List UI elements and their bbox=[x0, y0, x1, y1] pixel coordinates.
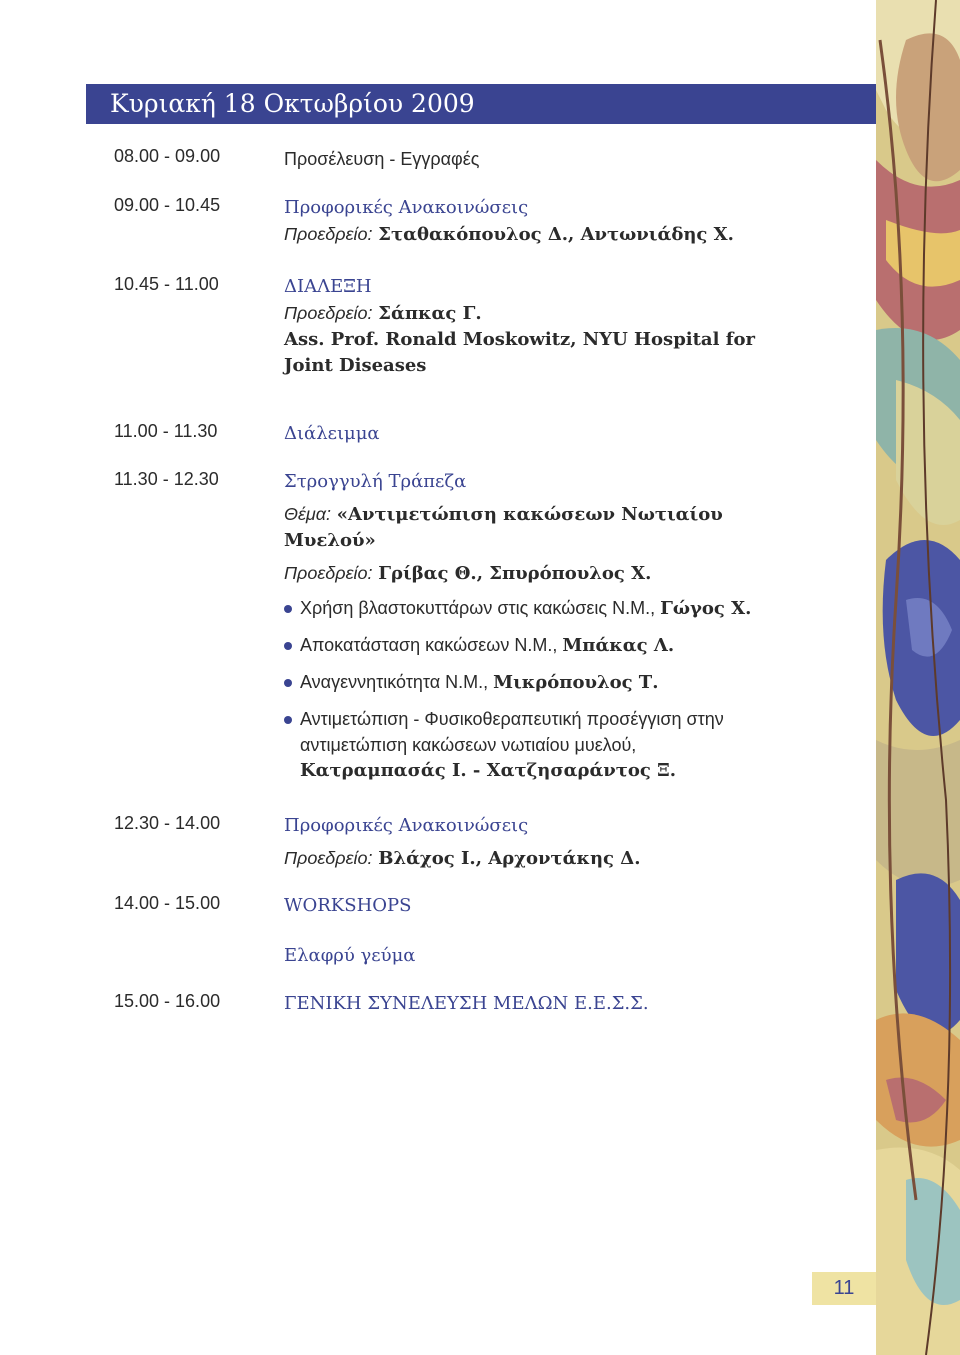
chair-names: Βλάχος Ι., Αρχοντάκης Δ. bbox=[378, 848, 641, 869]
chair-label: Προεδρείο: bbox=[284, 303, 373, 323]
chair-label: Προεδρείο: bbox=[284, 224, 373, 244]
day-title: Κυριακή 18 Οκτωβρίου 2009 bbox=[110, 89, 475, 118]
talk-item bbox=[284, 595, 854, 622]
session-title: Στρογγυλή Τράπεζα bbox=[284, 471, 467, 492]
session-subtitle: Ελαφρύ γεύμα bbox=[284, 945, 416, 966]
topic-line-2: Μυελού» bbox=[284, 530, 376, 551]
session-time: 15.00 - 16.00 bbox=[114, 991, 221, 1011]
session-time: 14.00 - 15.00 bbox=[114, 893, 221, 913]
talk-title: Χρήση βλαστοκυττάρων στις κακώσεις Ν.Μ., bbox=[300, 598, 656, 618]
talk-title: Αποκατάσταση κακώσεων Ν.Μ., bbox=[300, 635, 558, 655]
session-time: 12.30 - 14.00 bbox=[114, 813, 221, 833]
bullet-icon bbox=[284, 679, 292, 687]
talk-item bbox=[284, 706, 854, 784]
day-header bbox=[86, 84, 876, 124]
talk-speaker: Μπάκας Λ. bbox=[562, 635, 675, 656]
talk-title-line-1: Αντιμετώπιση - Φυσικοθεραπευτική προσέγγιση στην bbox=[300, 709, 724, 729]
chair-names: Σταθακόπουλος Δ., Αντωνιάδης Χ. bbox=[378, 224, 734, 245]
session-title: Προσέλευση - Εγγραφές bbox=[284, 149, 480, 169]
bullet-icon bbox=[284, 716, 292, 724]
topic-line-1: «Αντιμετώπιση κακώσεων Νωτιαίου bbox=[336, 504, 723, 525]
session-title: Διάλειμμα bbox=[284, 423, 380, 444]
session-title: ΓΕΝΙΚΗ ΣΥΝΕΛΕΥΣΗ ΜΕΛΩΝ Ε.Ε.Σ.Σ. bbox=[284, 993, 649, 1014]
talk-title: Αναγεννητικότητα Ν.Μ., bbox=[300, 672, 489, 692]
decorative-painting bbox=[876, 0, 960, 1355]
topic-label: Θέμα: bbox=[284, 504, 332, 524]
chair-label: Προεδρείο: bbox=[284, 848, 373, 868]
bullet-icon bbox=[284, 642, 292, 650]
session-title: Προφορικές Ανακοινώσεις bbox=[284, 815, 529, 836]
session-title: WORKSHOPS bbox=[284, 895, 412, 916]
session-title: ΔΙΑΛΕΞΗ bbox=[284, 276, 372, 297]
session-time: 08.00 - 09.00 bbox=[114, 146, 221, 166]
session-time: 09.00 - 10.45 bbox=[114, 195, 221, 215]
bullet-icon bbox=[284, 605, 292, 613]
talk-speaker: Μικρόπουλος Τ. bbox=[493, 672, 659, 693]
chair-names: Γρίβας Θ., Σπυρόπουλος Χ. bbox=[378, 563, 652, 584]
session-time: 11.00 - 11.30 bbox=[114, 421, 218, 441]
talk-item bbox=[284, 669, 854, 696]
talk-speaker: Γώγος Χ. bbox=[660, 598, 752, 619]
speaker-line-2: Joint Diseases bbox=[284, 355, 427, 376]
chair-names: Σάπκας Γ. bbox=[378, 303, 482, 324]
page-number: 11 bbox=[812, 1272, 876, 1305]
chair-label: Προεδρείο: bbox=[284, 563, 373, 583]
talk-speaker: Κατραμπασάς Ι. - Χατζησαράντος Ξ. bbox=[300, 760, 677, 781]
speaker-line-1: Ass. Prof. Ronald Moskowitz, NYU Hospital for bbox=[284, 329, 755, 350]
session-time: 10.45 - 11.00 bbox=[114, 274, 219, 294]
session-title: Προφορικές Ανακοινώσεις bbox=[284, 197, 529, 218]
talk-title-line-2: αντιμετώπιση κακώσεων νωτιαίου μυελού, bbox=[300, 735, 637, 755]
session-time: 11.30 - 12.30 bbox=[114, 469, 219, 489]
talk-item bbox=[284, 632, 854, 659]
